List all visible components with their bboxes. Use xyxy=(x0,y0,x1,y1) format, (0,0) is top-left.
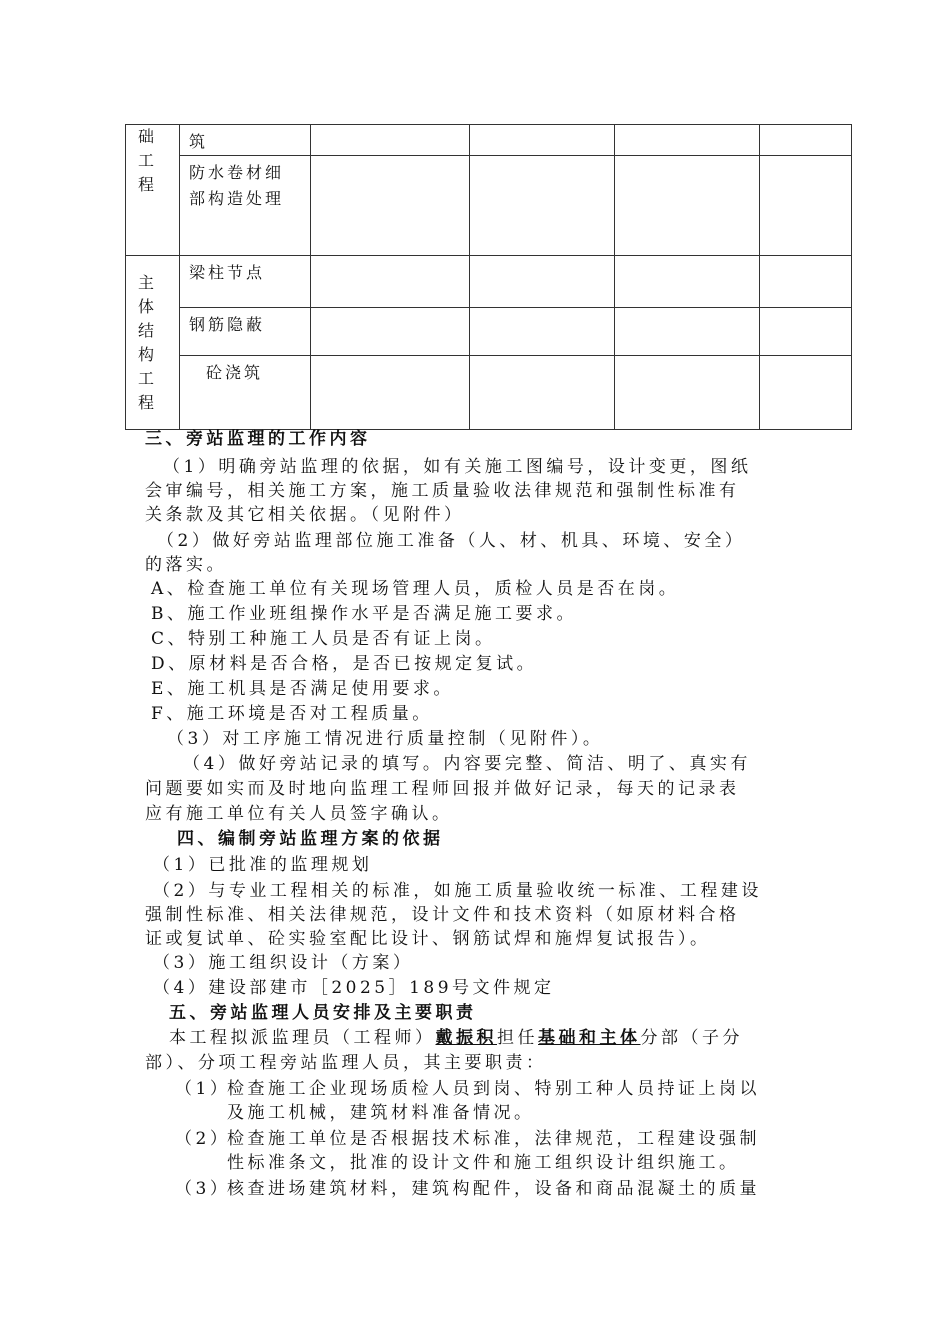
list-item: F、施工环境是否对工程质量。 xyxy=(151,704,433,724)
duty-line: 及施工机械，建筑材料准备情况。 xyxy=(227,1103,535,1123)
paragraph-line: 强制性标准、相关法律规范，设计文件和技术资料（如原材料合格 xyxy=(145,905,740,925)
category-foundation xyxy=(126,125,180,256)
empty-cell xyxy=(311,256,470,308)
paragraph-line: 证或复试单、砼实验室配比设计、钢筋试焊和施焊复试报告）。 xyxy=(145,929,711,949)
duty-number: （2） xyxy=(175,1129,231,1149)
category-char: 结 xyxy=(138,320,155,340)
paragraph-line: 的落实。 xyxy=(145,555,227,575)
empty-cell xyxy=(311,125,470,156)
item-cell: 梁柱节点 xyxy=(180,256,311,308)
scope-text: 基础和主体 xyxy=(538,1028,641,1048)
empty-cell xyxy=(760,308,852,356)
item-cell: 筑 xyxy=(180,125,311,156)
section-heading: 三、旁站监理的工作内容 xyxy=(145,429,371,449)
empty-cell xyxy=(615,125,760,156)
paragraph-line: （3）施工组织设计（方案） xyxy=(153,953,414,973)
empty-cell xyxy=(470,156,615,256)
empty-cell xyxy=(760,256,852,308)
paragraph-line: （4）建设部建市［2025］189号文件规定 xyxy=(153,978,555,998)
paragraph-line: （2）与专业工程相关的标准，如施工质量验收统一标准、工程建设 xyxy=(153,881,762,901)
staff-post: 分部（子分 xyxy=(640,1028,743,1048)
list-item: E、施工机具是否满足使用要求。 xyxy=(151,679,454,699)
section-heading: 五、旁站监理人员安排及主要职责 xyxy=(169,1003,477,1023)
inspection-table xyxy=(125,124,852,430)
paragraph-line: （3）对工序施工情况进行质量控制（见附件）。 xyxy=(167,729,604,749)
empty-cell xyxy=(615,256,760,308)
duty-line: 检查施工企业现场质检人员到岗、特别工种人员持证上岗以 xyxy=(227,1079,760,1099)
paragraph-line: （1）明确旁站监理的依据，如有关施工图编号，设计变更，图纸 xyxy=(163,457,752,477)
paragraph-line: （2）做好旁站监理部位施工准备（人、材、机具、环境、安全） xyxy=(157,531,746,551)
empty-cell xyxy=(760,156,852,256)
empty-cell xyxy=(311,156,470,256)
category-main-structure xyxy=(126,256,180,430)
empty-cell xyxy=(760,356,852,430)
paragraph-line: 会审编号，相关施工方案，施工质量验收法律规范和强制性标准有 xyxy=(145,481,740,501)
section-heading: 四、编制旁站监理方案的依据 xyxy=(177,829,444,849)
staff-pre: 本工程拟派监理员（工程师） xyxy=(169,1028,436,1048)
empty-cell xyxy=(470,256,615,308)
category-char: 体 xyxy=(138,296,155,316)
category-char: 工 xyxy=(138,151,155,170)
category-char: 构 xyxy=(138,344,155,364)
paragraph-line: 问题要如实而及时地向监理工程师回报并做好记录，每天的记录表 xyxy=(145,779,740,799)
paragraph-line: （1）已批准的监理规划 xyxy=(153,855,373,875)
paragraph-line: 关条款及其它相关依据。（见附件） xyxy=(145,505,465,525)
item-cell: 钢筋隐蔽 xyxy=(180,308,311,356)
empty-cell xyxy=(615,308,760,356)
duty-number: （3） xyxy=(175,1179,231,1199)
item-cell: 砼浇筑 xyxy=(180,356,311,430)
empty-cell xyxy=(311,356,470,430)
duty-line: 检查施工单位是否根据技术标准，法律规范，工程建设强制 xyxy=(227,1129,760,1149)
category-char: 工 xyxy=(138,368,155,388)
category-char: 主 xyxy=(138,272,155,292)
category-char: 程 xyxy=(138,175,155,194)
category-char: 程 xyxy=(138,392,155,412)
empty-cell xyxy=(615,356,760,430)
empty-cell xyxy=(470,356,615,430)
list-item: A、检查施工单位有关现场管理人员，质检人员是否在岗。 xyxy=(151,579,680,599)
empty-cell xyxy=(311,308,470,356)
staff-assignment-line xyxy=(169,1023,743,1048)
paragraph-line: 应有施工单位有关人员签字确认。 xyxy=(145,804,453,824)
empty-cell xyxy=(470,125,615,156)
empty-cell xyxy=(615,156,760,256)
duty-line: 核查进场建筑材料，建筑构配件，设备和商品混凝土的质量 xyxy=(227,1179,760,1199)
staff-mid: 担任 xyxy=(497,1028,538,1048)
empty-cell xyxy=(760,125,852,156)
list-item: C、特别工种施工人员是否有证上岗。 xyxy=(151,629,496,649)
empty-cell xyxy=(470,308,615,356)
category-char: 础 xyxy=(138,127,155,146)
duty-number: （1） xyxy=(175,1079,231,1099)
duty-line: 性标准条文，批准的设计文件和施工组织设计组织施工。 xyxy=(227,1153,740,1173)
item-cell: 防水卷材细 部构造处理 xyxy=(180,156,311,256)
paragraph-line: 部）、分项工程旁站监理人员，其主要职责： xyxy=(145,1053,547,1073)
list-item: B、施工作业班组操作水平是否满足施工要求。 xyxy=(151,604,577,624)
supervisor-name: 戴振积 xyxy=(435,1028,497,1048)
paragraph-line: （4）做好旁站记录的填写。内容要完整、简洁、明了、真实有 xyxy=(183,754,751,774)
list-item: D、原材料是否合格，是否已按规定复试。 xyxy=(151,654,538,674)
